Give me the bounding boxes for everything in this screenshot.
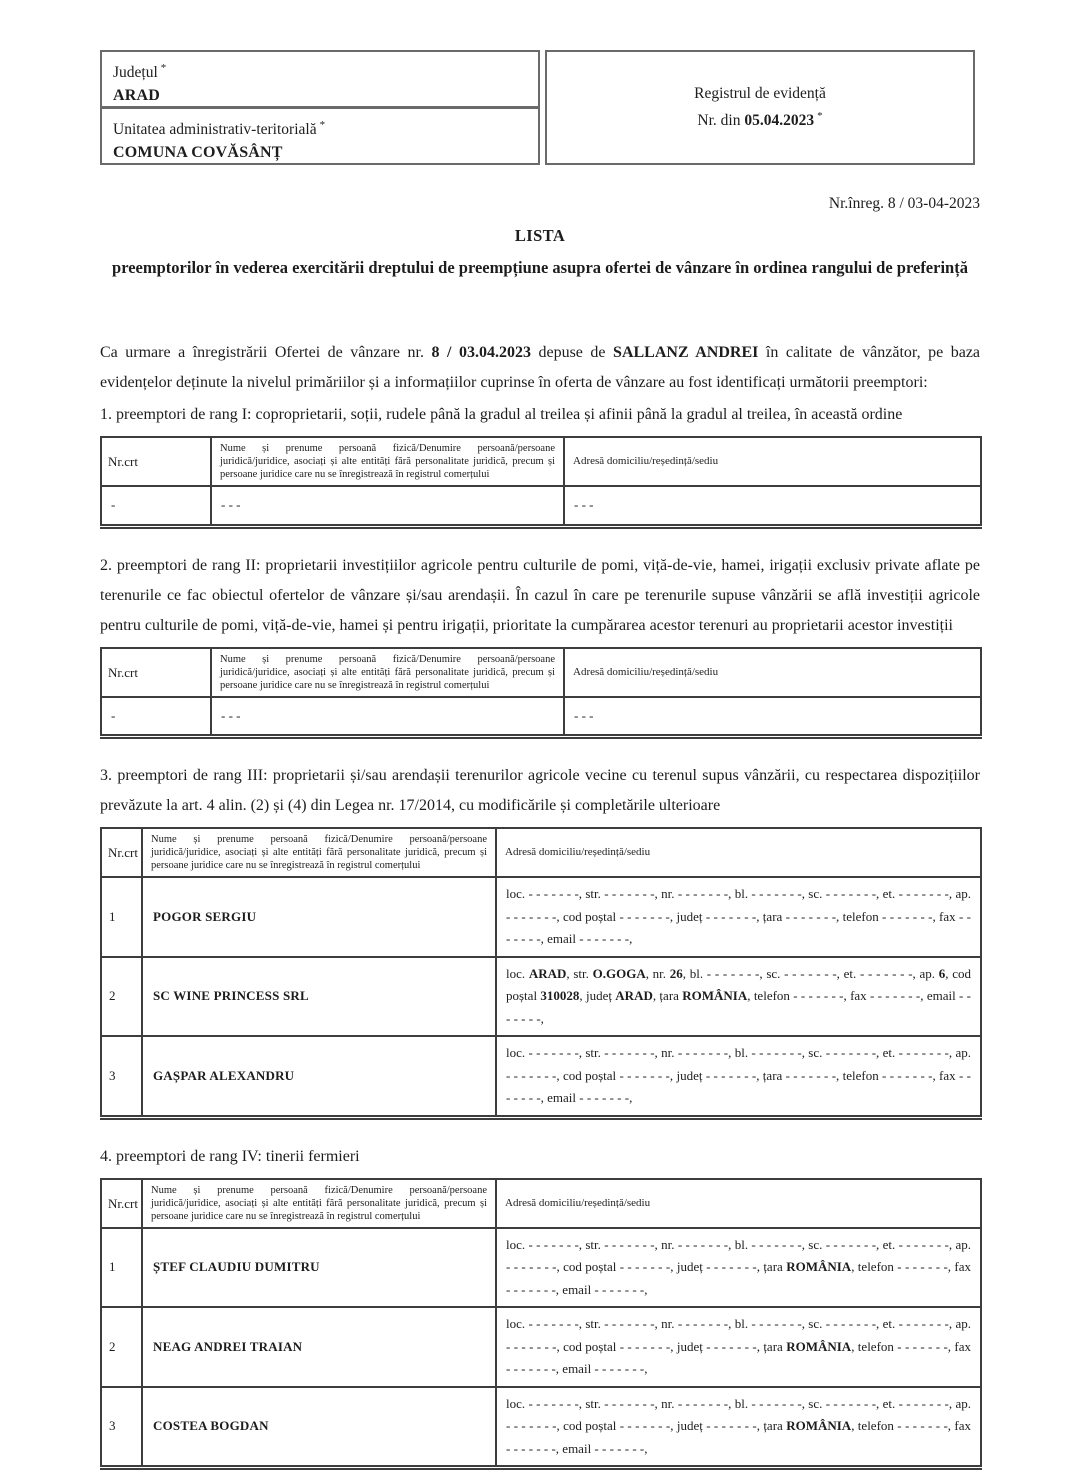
rank2-row-num: - (101, 697, 211, 737)
rank1-header-address: Adresă domiciliu/reședință/sediu (564, 437, 981, 486)
rank1-header-name: Nume și prenume persoană fizică/Denumire persoană/persoane juridică/juridice, asociați și alte entități fără personalitate juridică, precum și persoane juridice care nu se înregistrează în registrul comerțului (211, 437, 564, 486)
rank4-table (100, 1178, 982, 1470)
rank3-row-3 (101, 1036, 981, 1117)
rank4-heading: 4. preemptori de rang IV: tinerii fermieri (100, 1142, 980, 1172)
rank3-row-1-num: 1 (101, 877, 142, 957)
registru-label: Registrul de evidență (694, 82, 826, 105)
rank3-row-2-name: SC WINE PRINCESS SRL (142, 957, 496, 1037)
rank2-header-name: Nume și prenume persoană fizică/Denumire persoană/persoane juridică/juridice, asociați și alte entități fără personalitate juridică, precum și persoane juridice care nu se înregistrează în registrul comerțului (211, 648, 564, 697)
rank1-row-num: - (101, 486, 211, 526)
rank1-heading: 1. preemptori de rang I: coproprietarii, soții, rudele până la gradul al treilea și afinii până la gradul al treilea, în această ordine (100, 400, 980, 430)
rank1-row (101, 486, 981, 526)
document-title: LISTA (100, 226, 980, 246)
rank3-row-3-name: GAȘPAR ALEXANDRU (142, 1036, 496, 1117)
registru-nr-prefix: Nr. din (697, 113, 740, 130)
document-page (100, 0, 980, 1470)
rank4-row-1-name: ȘTEF CLAUDIU DUMITRU (142, 1228, 496, 1308)
judet-cell (100, 50, 540, 108)
rank3-row-1 (101, 877, 981, 957)
uat-value: COMUNA COVĂSÂNȚ (113, 141, 527, 164)
intro-paragraph: Ca urmare a înregistrării Ofertei de vânzare nr. 8 / 03.04.2023 depuse de SALLANZ ANDREI în calitate de vânzător, pe baza evidențelor deținute la nivelul primăriilor și a informațiilor cuprinse în oferta de vânzare au fost identificați următorii preemptori: (100, 338, 980, 398)
header-right-box (545, 50, 975, 165)
rank4-header-name: Nume și prenume persoană fizică/Denumire persoană/persoane juridică/juridice, asociați și alte entități fără personalitate juridică, precum și persoane juridice care nu se înregistrează în registrul comerțului (142, 1179, 496, 1228)
rank4-header-row (101, 1179, 981, 1228)
rank3-table (100, 827, 982, 1120)
registru-number-line (697, 105, 822, 132)
rank1-header-row (101, 437, 981, 486)
header-boxes (100, 50, 980, 165)
judet-label-line (113, 57, 527, 84)
uat-label-line (113, 114, 527, 141)
rank3-row-2 (101, 957, 981, 1037)
registru-nr-value: 05.04.2023 (744, 113, 814, 130)
rank2-row-address: - - - (564, 697, 981, 737)
registration-number-line: Nr.înreg. 8 / 03-04-2023 (100, 195, 980, 213)
rank1-table (100, 436, 982, 529)
judet-required-star: * (161, 62, 167, 74)
rank1-row-address: - - - (564, 486, 981, 526)
rank2-row (101, 697, 981, 737)
rank1-header-nrcrt: Nr.crt (101, 437, 211, 486)
rank4-row-2-address: loc. - - - - - - -, str. - - - - - - -, nr. - - - - - - -, bl. - - - - - - -, sc. - - - - - - -, et. - - - - - - -, ap. - - - - - - -, cod poștal - - - - - - -, județ - - - - - - -, țara ROMÂNIA, telefon - - - - - - -, fax - - - - - - -, email - - - - - - -, (496, 1307, 981, 1387)
judet-label: Județul (113, 64, 158, 81)
rank2-heading: 2. preemptori de rang II: proprietarii investițiilor agricole pentru culturile de pomi, viță-de-vie, hamei, irigații exclusiv private aflate pe terenurile ce fac obiectul ofertelor de vânzare și/sau arendașii. În cazul în care pe terenurile supuse vânzării se află investiții agricole pentru culturile de pomi, viță-de-vie, hamei și pentru irigații, prioritate la cumpărarea acestor terenuri au proprietarii acestor investiții (100, 551, 980, 641)
rank3-header-name: Nume și prenume persoană fizică/Denumire persoană/persoane juridică/juridice, asociați și alte entități fără personalitate juridică, precum și persoane juridice care nu se înregistrează în registrul comerțului (142, 828, 496, 877)
rank3-row-3-address: loc. - - - - - - -, str. - - - - - - -, nr. - - - - - - -, bl. - - - - - - -, sc. - - - - - - -, et. - - - - - - -, ap. - - - - - - -, cod poștal - - - - - - -, județ - - - - - - -, țara - - - - - - -, telefon - - - - - - -, fax - - - - - - -, email - - - - - - -, (496, 1036, 981, 1117)
rank3-header-address: Adresă domiciliu/reședință/sediu (496, 828, 981, 877)
rank2-header-address: Adresă domiciliu/reședință/sediu (564, 648, 981, 697)
rank3-row-1-address: loc. - - - - - - -, str. - - - - - - -, nr. - - - - - - -, bl. - - - - - - -, sc. - - - - - - -, et. - - - - - - -, ap. - - - - - - -, cod poștal - - - - - - -, județ - - - - - - -, țara - - - - - - -, telefon - - - - - - -, fax - - - - - - -, email - - - - - - -, (496, 877, 981, 957)
rank3-header-nrcrt: Nr.crt (101, 828, 142, 877)
rank4-row-1 (101, 1228, 981, 1308)
rank3-row-3-num: 3 (101, 1036, 142, 1117)
rank4-row-2-num: 2 (101, 1307, 142, 1387)
rank4-row-2 (101, 1307, 981, 1387)
rank2-table (100, 647, 982, 740)
uat-cell (100, 107, 540, 165)
rank4-row-3 (101, 1387, 981, 1468)
rank3-row-1-name: POGOR SERGIU (142, 877, 496, 957)
rank4-row-2-name: NEAG ANDREI TRAIAN (142, 1307, 496, 1387)
rank4-row-1-address: loc. - - - - - - -, str. - - - - - - -, nr. - - - - - - -, bl. - - - - - - -, sc. - - - - - - -, et. - - - - - - -, ap. - - - - - - -, cod poștal - - - - - - -, județ - - - - - - -, țara ROMÂNIA, telefon - - - - - - -, fax - - - - - - -, email - - - - - - -, (496, 1228, 981, 1308)
uat-label: Unitatea administrativ-teritorială (113, 121, 317, 138)
rank2-header-row (101, 648, 981, 697)
rank3-header-row (101, 828, 981, 877)
rank4-header-nrcrt: Nr.crt (101, 1179, 142, 1228)
registru-star: * (817, 110, 823, 122)
header-left-box (100, 50, 540, 165)
uat-required-star: * (320, 119, 326, 131)
rank4-header-address: Adresă domiciliu/reședință/sediu (496, 1179, 981, 1228)
rank4-row-1-num: 1 (101, 1228, 142, 1308)
rank3-row-2-num: 2 (101, 957, 142, 1037)
rank4-row-3-num: 3 (101, 1387, 142, 1468)
rank2-row-name: - - - (211, 697, 564, 737)
judet-value: ARAD (113, 84, 527, 107)
rank3-heading: 3. preemptori de rang III: proprietarii și/sau arendașii terenurilor agricole vecine cu terenul supus vânzării, cu respectarea dispozițiilor prevăzute la art. 4 alin. (2) și (4) din Legea nr. 17/2014, cu modificările și completările ulterioare (100, 761, 980, 821)
rank4-row-3-name: COSTEA BOGDAN (142, 1387, 496, 1468)
rank2-header-nrcrt: Nr.crt (101, 648, 211, 697)
rank4-row-3-address: loc. - - - - - - -, str. - - - - - - -, nr. - - - - - - -, bl. - - - - - - -, sc. - - - - - - -, et. - - - - - - -, ap. - - - - - - -, cod poștal - - - - - - -, județ - - - - - - -, țara ROMÂNIA, telefon - - - - - - -, fax - - - - - - -, email - - - - - - -, (496, 1387, 981, 1468)
document-subtitle: preemptorilor în vederea exercitării dreptului de preempțiune asupra ofertei de vânzare în ordinea rangului de preferință (109, 254, 971, 281)
rank1-row-name: - - - (211, 486, 564, 526)
rank3-row-2-address: loc. ARAD, str. O.GOGA, nr. 26, bl. - - - - - - -, sc. - - - - - - -, et. - - - - - - -, ap. 6, cod poștal 310028, județ ARAD, țara ROMÂNIA, telefon - - - - - - -, fax - - - - - - -, email - - - - - - -, (496, 957, 981, 1037)
